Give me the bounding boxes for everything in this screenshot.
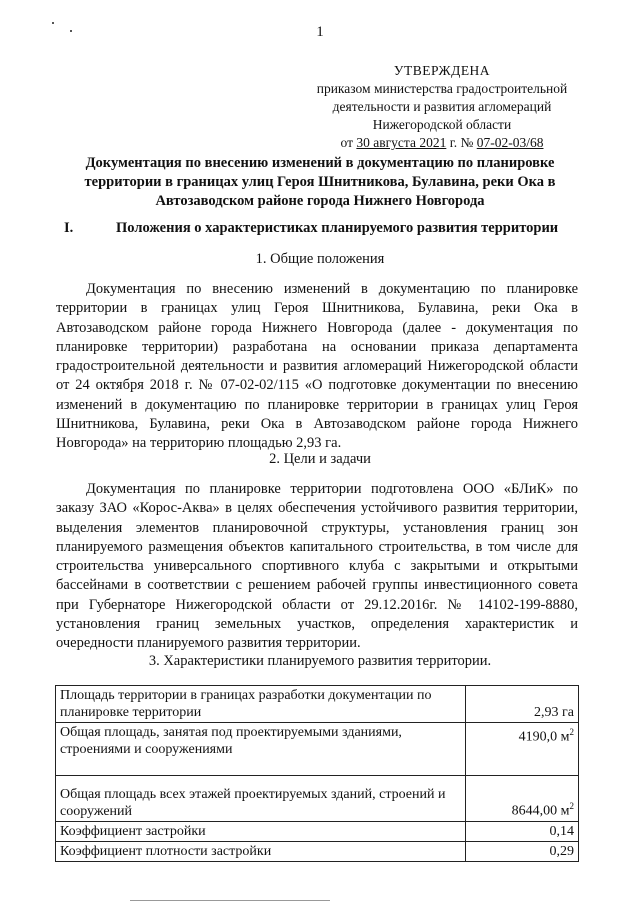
row-value	[466, 723, 579, 776]
table-row	[56, 686, 579, 723]
approval-line: деятельности и развития агломераций	[332, 99, 552, 114]
row-value: 2,93 га	[466, 686, 579, 723]
approval-block	[312, 62, 572, 152]
paragraph-general: Документация по внесению изменений в документацию по планировке территории в границах улиц Героя Шнитникова, Булавина, реки Ока в Автозаводском районе города Нижнего Новгорода (далее - документация по планировке территории) разработана на основании приказа департамента градостроительной деятельности и развития агломераций Нижегородской области от 24 октября 2018 г. № 07-02-02/115 «О подготовке документации по внесению изменений в документацию по планировке территории в границах улиц Героя Шнитникова, Булавина, реки Ока в Автозаводском районе города Нижнего Новгорода» на территорию площадью 2,93 га.	[56, 281, 578, 452]
row-label: Коэффициент застройки	[56, 822, 466, 842]
section-title: Положения о характеристиках планируемого развития территории	[116, 220, 559, 236]
row-label: Коэффициент плотности застройки	[56, 842, 466, 862]
row-value	[466, 776, 579, 822]
value-text: 8644,00 м	[511, 804, 570, 819]
value-unit-sup: 2	[569, 727, 574, 737]
table-row	[56, 776, 579, 822]
approval-date-line	[312, 134, 572, 152]
scan-artifact-line	[130, 900, 330, 901]
subsection-title-characteristics: 3. Характеристики планируемого развития территории.	[148, 653, 492, 669]
section-heading	[64, 220, 584, 237]
subsection-title-goals: 2. Цели и задачи	[269, 451, 371, 467]
table-row	[56, 842, 579, 862]
value-text: 4190,0 м	[518, 729, 570, 745]
approval-number: 07-02-03/68	[476, 135, 544, 150]
page-number: 1	[316, 24, 324, 40]
row-label: Общая площадь всех этажей проектируемых зданий, строений и сооружений	[56, 776, 466, 822]
date-suffix: г. №	[449, 135, 474, 150]
subsection-title-general: 1. Общие положения	[255, 251, 385, 267]
approval-line: приказом министерства градостроительной	[316, 81, 568, 96]
approval-title: УТВЕРЖДЕНА	[393, 63, 491, 78]
paragraph-goals: Документация по планировке территории подготовлена ООО «БЛиК» по заказу ЗАО «Корос-Аква» в целях обеспечения устойчивого развития территории, выделения элементов планировочной структуры, установления границ зон планируемого размещения объектов капитального строительства, в том числе для строительства универсального спортивного клуба с закрытыми и открытыми бассейнами в соответствии с решением рабочей группы инвестиционного совета при Губернаторе Нижегородской области от 29.12.2016г. № 14102-199-8880, установления границ земельных участков, определения характеристик и очередности планируемого развития территории.	[56, 481, 578, 652]
approval-date: 30 августа 2021	[356, 135, 447, 150]
value-unit-sup: 2	[569, 801, 574, 812]
row-label: Площадь территории в границах разработки документации по планировке территории	[56, 686, 466, 723]
section-number: I.	[64, 220, 74, 236]
characteristics-table	[55, 685, 579, 862]
row-value: 0,29	[466, 842, 579, 862]
table-row	[56, 723, 579, 776]
table-row	[56, 822, 579, 842]
document-title: Документация по внесению изменений в документацию по планировке территории в границах улиц Героя Шнитникова, Булавина, реки Ока в Автозаводском районе города Нижнего Новгорода	[84, 155, 556, 209]
row-label: Общая площадь, занятая под проектируемыми зданиями, строениями и сооружениями	[56, 723, 466, 776]
approval-line: Нижегородской области	[372, 117, 512, 132]
row-value: 0,14	[466, 822, 579, 842]
date-prefix: от	[340, 135, 353, 150]
